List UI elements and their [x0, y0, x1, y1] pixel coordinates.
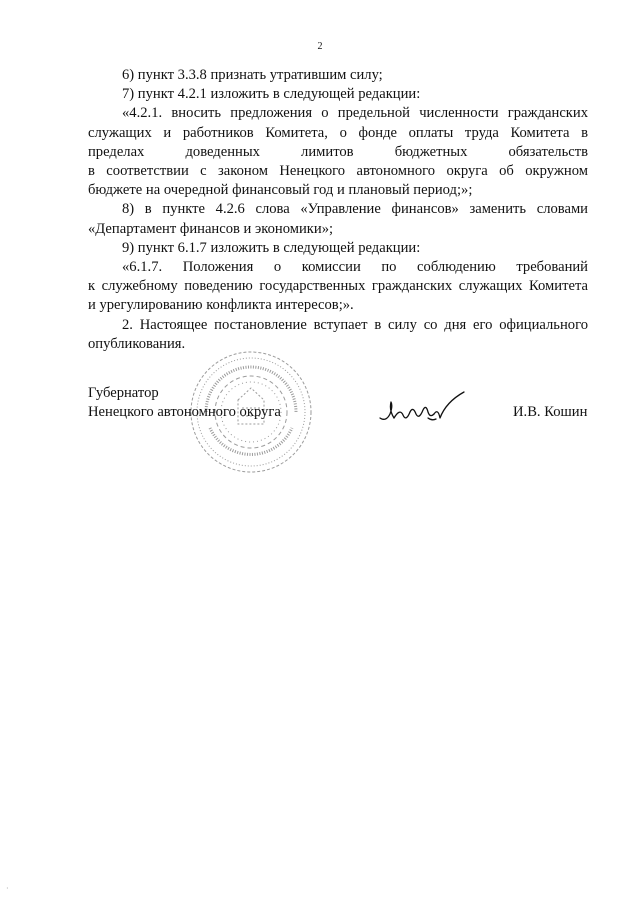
signature-block — [0, 340, 640, 480]
quote-4-2-1-line-1: «4.2.1. вносить предложения о предельной численности гражданских — [122, 105, 588, 122]
item-8-line-2: «Департамент финансов и экономики»; — [88, 220, 334, 237]
quote-6-1-7-line-3: и урегулированию конфликта интересов;». — [88, 297, 354, 314]
item-9: 9) пункт 6.1.7 изложить в следующей редакции: — [122, 239, 421, 256]
quote-6-1-7-line-2: к служебному поведению государственных гражданских служащих Комитета — [88, 278, 588, 295]
page-number: 2 — [317, 41, 323, 52]
item-7: 7) пункт 4.2.1 изложить в следующей редакции: — [122, 86, 421, 103]
document-body — [88, 66, 588, 354]
quote-6-1-7-line-1: «6.1.7. Положения о комиссии по соблюдению требований — [122, 259, 588, 276]
signer-title — [88, 384, 281, 422]
clause-2-line-2: опубликования. — [88, 335, 186, 352]
scan-dot: · — [6, 884, 9, 893]
quote-4-2-1-line-5: бюджете на очередной финансовый год и плановый период;»; — [88, 182, 473, 199]
quote-4-2-1-line-4: в соответствии с законом Ненецкого автономного округа об окружном — [88, 163, 588, 180]
quote-4-2-1-line-2: служащих и работников Комитета, о фонде оплаты труда Комитета в — [88, 124, 588, 141]
handwritten-signature-icon — [376, 388, 476, 428]
signer-name: И.В. Кошин — [513, 404, 588, 420]
signer-title-line-2: Ненецкого автономного округа — [88, 404, 281, 421]
signer-title-line-1: Губернатор — [88, 385, 159, 401]
clause-2-line-1: 2. Настоящее постановление вступает в силу со дня его официального — [122, 316, 588, 333]
quote-4-2-1-line-3: пределах доведенных лимитов бюджетных обязательств — [88, 143, 588, 160]
item-6: 6) пункт 3.3.8 признать утратившим силу; — [122, 67, 383, 83]
item-8-line-1: 8) в пункте 4.2.6 слова «Управление финансов» заменить словами — [122, 201, 588, 218]
